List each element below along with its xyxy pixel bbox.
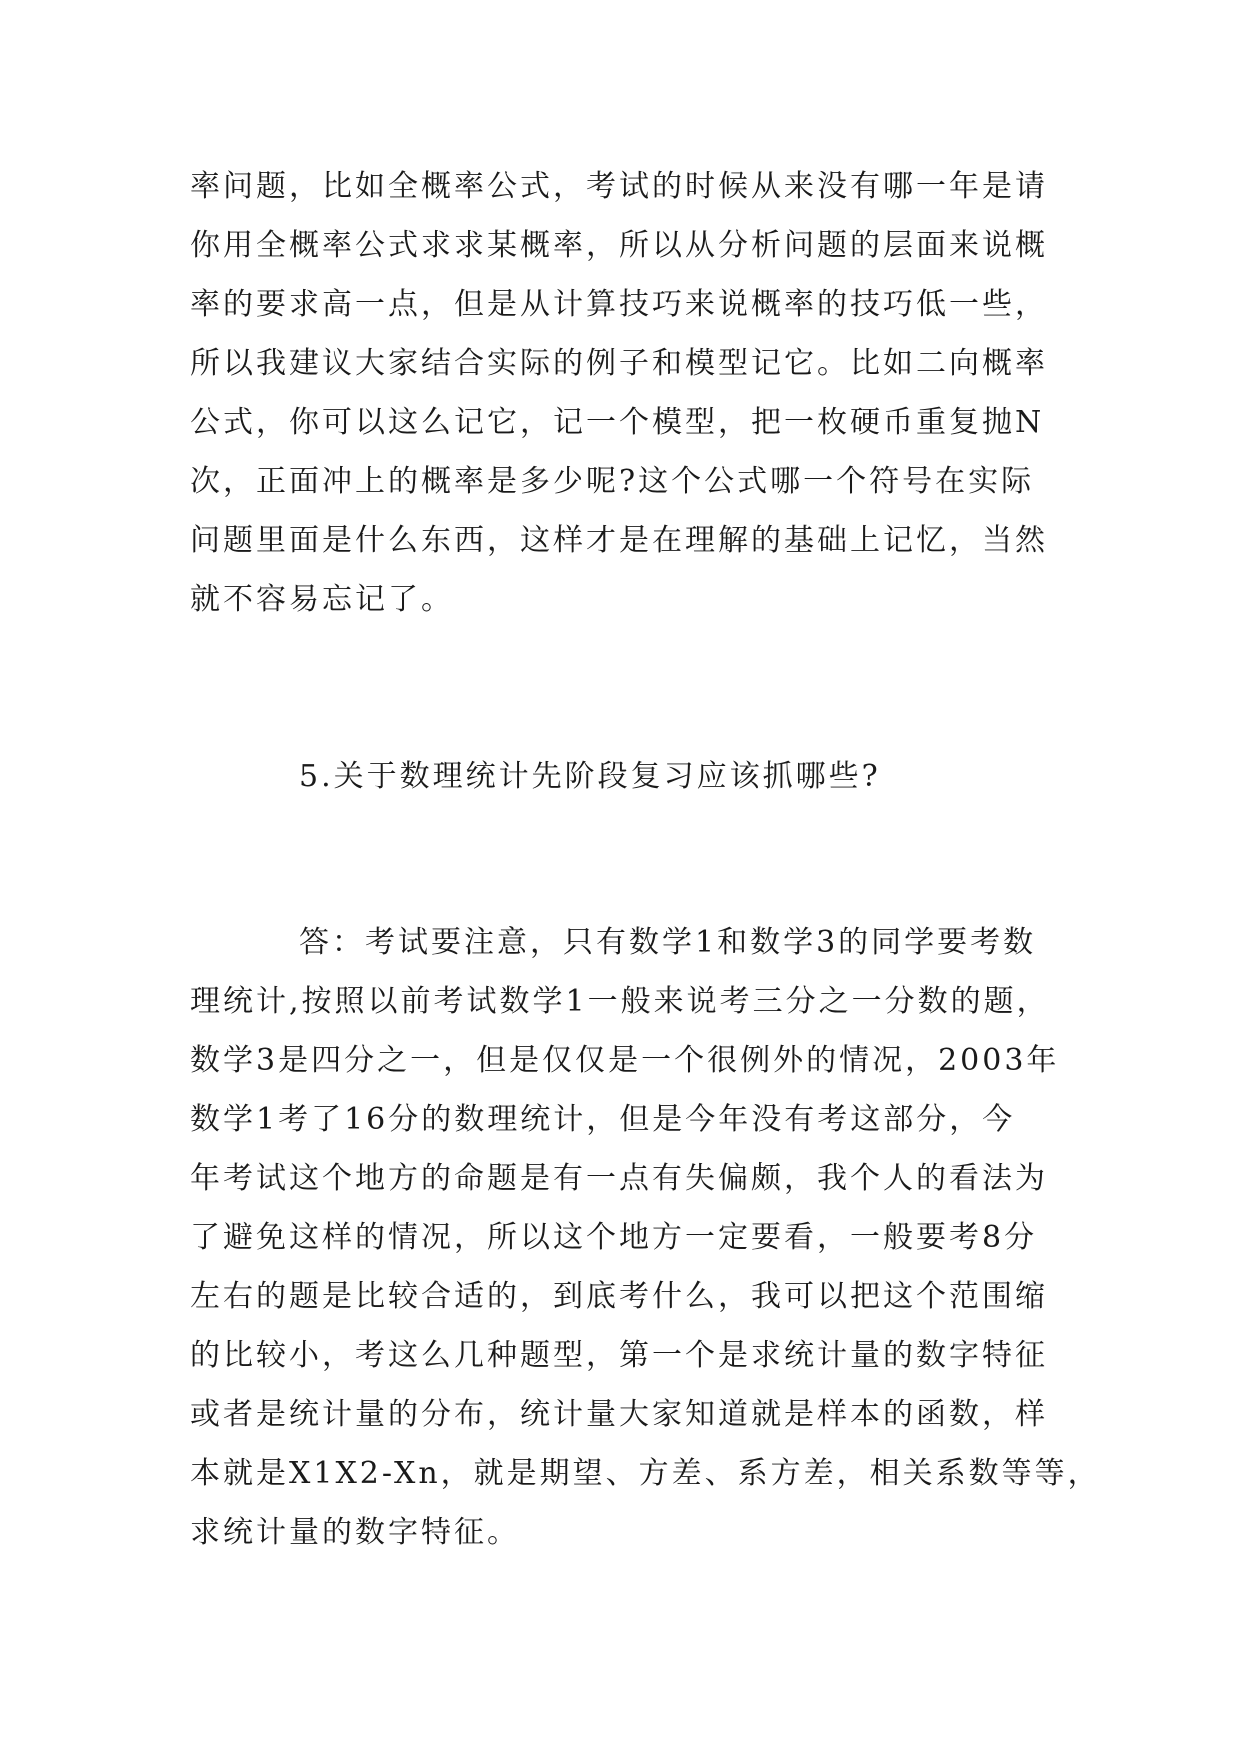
text-line: 公式，你可以这么记它，记一个模型，把一枚硬币重复抛N bbox=[190, 405, 1045, 440]
text-line: 率的要求高一点，但是从计算技巧来说概率的技巧低一些， bbox=[190, 287, 1048, 322]
paragraph-statistics-answer bbox=[190, 913, 1101, 1562]
text-line: 次，正面冲上的概率是多少呢?这个公式哪一个符号在实际 bbox=[190, 464, 1035, 499]
text-line: 左右的题是比较合适的，到底考什么，我可以把这个范围缩 bbox=[190, 1279, 1048, 1314]
text-line: 所以我建议大家结合实际的例子和模型记它。比如二向概率 bbox=[190, 346, 1048, 381]
text-line: 理统计,按照以前考试数学1一般来说考三分之一分数的题， bbox=[190, 984, 1050, 1019]
text-line: 了避免这样的情况，所以这个地方一定要看，一般要考8分 bbox=[190, 1220, 1038, 1255]
text-line: 本就是X1X2-Xn，就是期望、方差、系方差，相关系数等等， bbox=[190, 1456, 1101, 1491]
text-line: 年考试这个地方的命题是有一点有失偏颇，我个人的看法为 bbox=[190, 1161, 1048, 1196]
text-line: 的比较小，考这么几种题型，第一个是求统计量的数字特征 bbox=[190, 1338, 1048, 1373]
paragraph-probability-tips bbox=[190, 157, 1070, 629]
text-line: 或者是统计量的分布，统计量大家知道就是样本的函数，样 bbox=[190, 1397, 1048, 1432]
text-line: 你用全概率公式求求某概率，所以从分析问题的层面来说概 bbox=[190, 228, 1048, 263]
text-line: 答：考试要注意，只有数学1和数学3的同学要考数 bbox=[299, 925, 1037, 960]
question-heading: 5.关于数理统计先阶段复习应该抓哪些? bbox=[299, 759, 881, 794]
text-line: 就不容易忘记了。 bbox=[190, 582, 454, 617]
text-line: 问题里面是什么东西，这样才是在理解的基础上记忆，当然 bbox=[190, 523, 1048, 558]
text-line: 求统计量的数字特征。 bbox=[190, 1515, 520, 1550]
text-line: 数学3是四分之一，但是仅仅是一个很例外的情况，2003年 bbox=[190, 1043, 1060, 1078]
text-line: 率问题，比如全概率公式，考试的时候从来没有哪一年是请 bbox=[190, 169, 1048, 204]
text-line: 数学1考了16分的数理统计，但是今年没有考这部分，今 bbox=[190, 1102, 1016, 1137]
